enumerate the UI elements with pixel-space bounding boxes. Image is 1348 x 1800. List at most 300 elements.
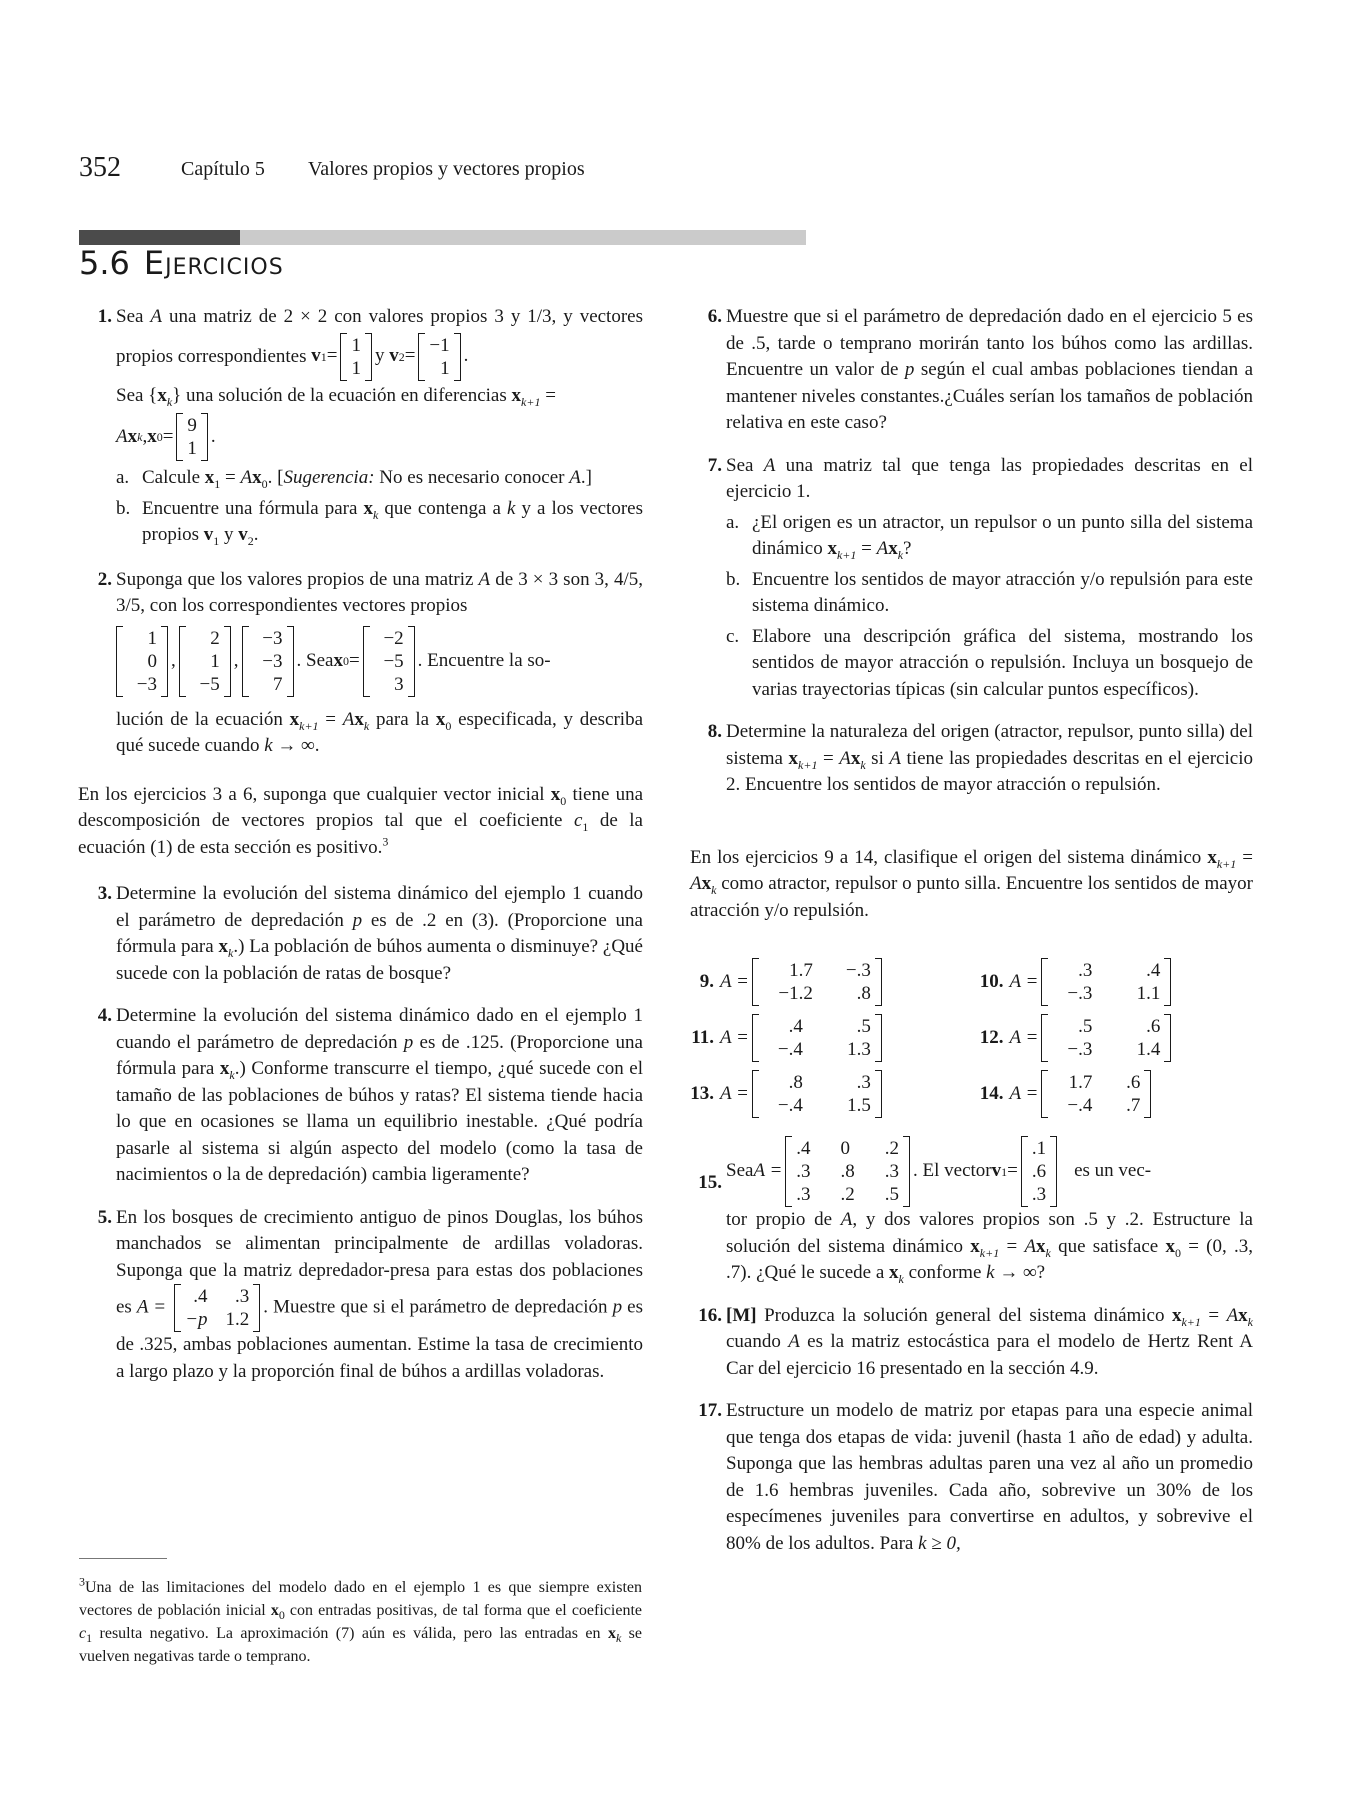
math-var: A xyxy=(876,538,889,559)
exercise-number: 3. xyxy=(97,883,112,904)
math-var: A = xyxy=(1009,970,1039,992)
subscript: 1 xyxy=(86,1631,93,1646)
math-var: v xyxy=(311,345,321,367)
section-title xyxy=(79,244,284,282)
exercise-number: 13. xyxy=(690,1082,714,1104)
cell: .2 xyxy=(840,1184,855,1205)
math-var: p xyxy=(904,359,915,380)
exercise-7a xyxy=(726,510,1253,563)
running-head xyxy=(79,152,585,184)
exercise-number: 4. xyxy=(97,1005,112,1026)
exercise-15-matrices: Sea A = .4 0 .2 .3 .8 .3 .3 .2 .5 . El vector v 1 = .1 .6 .3 es un vec- xyxy=(726,1138,1152,1205)
cell: −3 xyxy=(262,650,283,672)
section-number: 5.6 xyxy=(79,244,130,282)
exercise-7c xyxy=(726,624,1253,704)
cell: .1 xyxy=(1031,1138,1047,1159)
cell: .5 xyxy=(1078,1016,1093,1037)
subscript: k xyxy=(228,945,234,960)
text: .) Conforme transcurre el tiempo, ¿qué sucede con el tamaño de las poblaciones de búhos y ratas? El sistema tiende hacia lo que en ocasiones se llama un equilibrio inestable. ¿Qué podría pasarle al sistema si algún aspecto del modelo (como la tasa de nacimientos o la de depredación) cambia ligeramente? xyxy=(116,1058,643,1185)
cell: .3 xyxy=(1078,960,1093,981)
exercise-number: 17. xyxy=(698,1400,722,1421)
cell: .7 xyxy=(1126,1095,1141,1116)
math-var: A xyxy=(569,467,581,488)
cell: 1 xyxy=(187,438,197,459)
math-var: A xyxy=(763,454,776,476)
subscript: k xyxy=(372,507,379,522)
exercise-6 xyxy=(698,304,1253,437)
cell: .6 xyxy=(1146,1016,1161,1037)
subscript: k+1 xyxy=(1216,856,1237,871)
equals: = xyxy=(817,747,840,769)
vector-v2 xyxy=(418,333,460,381)
text: Suponga que los valores propios de una matriz xyxy=(116,568,479,590)
text: , y dos valores propios son .5 y .2. Estructure la solución del sistema dinámico xyxy=(726,1209,1253,1257)
text: .) La población de búhos aumenta o disminuye? ¿Qué sucede con la población de ratas de bosque? xyxy=(116,936,643,984)
subscript: 2 xyxy=(247,533,254,548)
math-var: x xyxy=(1171,1304,1182,1326)
math-var: x xyxy=(889,1262,899,1283)
cell: −p xyxy=(185,1309,208,1330)
text: ¿El origen es un atractor, un repulsor o un punto silla del sistema dinámico xyxy=(752,511,1253,559)
math-var: x xyxy=(1165,1235,1175,1257)
cell: .3 xyxy=(884,1161,900,1182)
cell: 1.5 xyxy=(847,1095,871,1116)
math-var: A = xyxy=(1009,1082,1039,1104)
math-var: x xyxy=(354,708,364,730)
subscript: k xyxy=(166,394,173,409)
text: si xyxy=(865,747,890,769)
exercise-number: 11. xyxy=(691,1026,714,1048)
exercise-number: 16. xyxy=(698,1304,722,1326)
subscript: k+1 xyxy=(521,394,541,409)
section-bar xyxy=(79,230,806,245)
subscript: k+1 xyxy=(798,757,818,772)
exercise-7 xyxy=(698,453,1253,704)
cell: 1 xyxy=(351,357,361,379)
math-var: A xyxy=(839,747,851,769)
text: con entradas positivas, de tal forma que el coeficiente xyxy=(284,1602,642,1619)
text: Encuentre una fórmula para xyxy=(142,497,364,519)
cell: −.3 xyxy=(1067,1039,1093,1060)
cell: −.3 xyxy=(1067,983,1093,1004)
text: Produzca la solución general del sistema dinámico xyxy=(756,1304,1172,1326)
exercise-12 xyxy=(964,1014,1254,1062)
math-var: A xyxy=(150,306,162,327)
equals: = xyxy=(348,649,360,671)
equals: = xyxy=(162,425,174,447)
sub-label: b. xyxy=(726,568,741,590)
vector-v1 xyxy=(340,333,372,381)
math-var: x xyxy=(333,649,343,671)
cell: .3 xyxy=(796,1184,811,1205)
text: Sea xyxy=(726,1160,754,1182)
text: . xyxy=(314,735,320,756)
text: tiene una descomposición de vectores propios tal que el coeficiente xyxy=(78,783,644,831)
math-var: x xyxy=(1238,1304,1248,1326)
math-var: A xyxy=(1226,1304,1239,1326)
math-var: x xyxy=(788,747,799,769)
cell: −2 xyxy=(383,627,404,649)
exercise-10 xyxy=(964,958,1254,1006)
exercise-number: 10. xyxy=(979,970,1004,992)
text: es un vec- xyxy=(1074,1160,1152,1182)
cell: 0 xyxy=(840,1138,851,1159)
text: . xyxy=(210,425,216,447)
text: resulta negativo. La aproximación (7) aún es válida, pero las entradas en xyxy=(92,1625,608,1642)
text: como atractor, repulsor o punto silla. Encuentre los sentidos de mayor atracción y/o repulsión. xyxy=(690,873,1253,921)
cell: .3 xyxy=(235,1286,250,1307)
subscript: 1 xyxy=(213,533,220,548)
subscript: 1 xyxy=(582,819,589,834)
text: que contenga a xyxy=(378,497,507,519)
subscript: k xyxy=(1045,1245,1051,1260)
math-var: k xyxy=(506,497,516,519)
cell: −5 xyxy=(199,673,220,695)
text: Calcule xyxy=(142,467,205,488)
math-var: x xyxy=(289,708,300,730)
cell: .4 xyxy=(193,1286,208,1307)
math-var: c xyxy=(79,1625,87,1642)
exercise-1b xyxy=(116,496,643,549)
math-var: A = xyxy=(1009,1026,1039,1048)
chapter-label: Capítulo 5 xyxy=(181,158,265,180)
math-var: x xyxy=(363,497,373,519)
exercise-15 xyxy=(698,1136,1253,1287)
math-var: x xyxy=(252,467,262,488)
text: ? xyxy=(903,538,912,559)
text: es de .125. (Proporcione una fórmula para xyxy=(116,1031,643,1079)
cell: .8 xyxy=(856,983,871,1004)
equals: = xyxy=(999,1235,1025,1257)
subscript: k xyxy=(711,882,717,897)
cell: −3 xyxy=(262,627,283,649)
equals: = xyxy=(540,384,556,406)
exercise-7b xyxy=(726,567,1253,620)
equals: = xyxy=(318,708,343,730)
math-var: x xyxy=(511,384,522,406)
exercise-16 xyxy=(698,1303,1253,1383)
cell: −3 xyxy=(136,673,157,695)
math-var: A xyxy=(240,467,253,488)
math-var: p xyxy=(612,1296,623,1318)
text: . xyxy=(463,345,469,367)
cell: .5 xyxy=(884,1184,900,1205)
text: y xyxy=(374,345,385,367)
cell: −5 xyxy=(383,650,404,672)
math-var: k ≥ 0, xyxy=(918,1532,961,1554)
intro-exercises-9-14 xyxy=(690,845,1253,925)
exercise-number: 2. xyxy=(97,568,112,590)
cell: 0 xyxy=(147,650,157,672)
math-var: A = xyxy=(753,1160,783,1182)
exercise-number: 15. xyxy=(698,1172,722,1193)
text: ? xyxy=(1036,1262,1046,1283)
exercise-13 xyxy=(674,1070,964,1118)
equals: = xyxy=(856,538,877,559)
subscript: k xyxy=(229,1067,235,1082)
text: tor propio de xyxy=(726,1209,841,1230)
text: , xyxy=(142,425,148,447)
subscript: k xyxy=(897,547,904,562)
text: . xyxy=(253,524,259,545)
cell: .3 xyxy=(856,1072,871,1093)
cell: 1.7 xyxy=(1068,1072,1093,1093)
text: para la xyxy=(369,708,436,730)
math-var: A xyxy=(478,568,491,590)
math-var: A = xyxy=(720,970,749,992)
text: . El vector xyxy=(913,1160,992,1182)
math-var: A xyxy=(342,708,355,730)
math-var: x xyxy=(157,384,167,406)
math-var: x xyxy=(850,747,861,769)
cell: 1 xyxy=(147,627,157,649)
sub-label: b. xyxy=(116,497,131,519)
text: Muestre que si el parámetro de depredación dado en el ejercicio 5 es de .5, tarde o temprano morirán tanto los búhos como las ardillas. Encuentre un valor de xyxy=(726,306,1253,380)
text: según el cual ambas poblaciones tiendan a mantener niveles constantes.¿Cuáles serían los tamaños de población relativa en este caso? xyxy=(726,359,1253,433)
text: En los bosques de crecimiento antiguo de pinos Douglas, los búhos manchados se alimentan principalmente de ardillas voladoras. Suponga que la matriz depredador-presa para estas dos poblaciones es xyxy=(116,1206,643,1318)
exercise-number: 14. xyxy=(979,1082,1004,1104)
exercise-number: 5. xyxy=(97,1206,112,1228)
math-var: p xyxy=(403,1031,414,1053)
math-var: A xyxy=(1024,1235,1037,1257)
cell: 1 xyxy=(440,357,450,379)
cell: .6 xyxy=(1126,1072,1141,1093)
math-var: x xyxy=(701,873,712,894)
cell: 3 xyxy=(394,673,404,695)
math-var: x xyxy=(1036,1235,1046,1257)
text: conforme xyxy=(903,1262,987,1283)
math-var: x xyxy=(435,708,446,730)
text: . Encuentre la so- xyxy=(417,649,551,671)
math-var: c xyxy=(573,810,583,831)
math-var: x xyxy=(888,538,898,559)
cell: −1 xyxy=(429,334,450,356)
cell: .3 xyxy=(1031,1184,1047,1205)
footnote-mark: 3 xyxy=(79,1574,85,1589)
text: , xyxy=(233,649,239,671)
exercise-17 xyxy=(698,1398,1253,1557)
sub-label: c. xyxy=(726,625,740,647)
subscript: 0 xyxy=(278,1608,285,1623)
math-var: A = xyxy=(136,1296,172,1318)
math-var: v xyxy=(389,345,399,367)
cell: 7 xyxy=(273,673,283,695)
subscript: 0 xyxy=(261,476,268,491)
math-var: x xyxy=(204,467,215,488)
exercise-number: 6. xyxy=(707,306,722,327)
text: se vuelven negativas tarde o temprano. xyxy=(79,1625,643,1665)
cell: 1.1 xyxy=(1136,983,1161,1004)
text: , xyxy=(171,649,176,671)
predator-prey-matrix xyxy=(174,1284,260,1332)
math-var: A = xyxy=(720,1026,749,1048)
cell: .4 xyxy=(788,1016,803,1037)
equals: = xyxy=(1007,1160,1018,1182)
exercise-number: 12. xyxy=(979,1026,1004,1048)
exercise-11 xyxy=(674,1014,964,1062)
section-bar-accent xyxy=(79,230,240,245)
footnote-mark[interactable]: 3 xyxy=(382,834,389,849)
subscript: k xyxy=(615,1631,622,1646)
eigvec-2 xyxy=(179,626,231,697)
subscript: k xyxy=(137,430,143,444)
subscript: k xyxy=(860,757,866,772)
text: una matriz de 2 × 2 con valores propios 3 y 1/3, y vectores propios correspondientes xyxy=(116,306,643,367)
math-var: x xyxy=(1207,846,1217,868)
vector-x0 xyxy=(363,626,415,697)
cell: −.4 xyxy=(777,1039,803,1060)
text: . [ xyxy=(267,467,284,488)
sub-label: a. xyxy=(726,511,740,533)
text: es de .325, ambas poblaciones aumentan. Estime la tasa de crecimiento a largo plazo y la proporción final de búhos a ardillas voladoras. xyxy=(116,1296,643,1382)
text: lución de la ecuación xyxy=(116,708,290,730)
cell: 1.4 xyxy=(1136,1039,1161,1060)
text: de la ecuación (1) de esta sección es positivo. xyxy=(78,810,643,858)
math-var: A = xyxy=(720,1082,749,1104)
math-var: A xyxy=(116,425,128,447)
cell: .2 xyxy=(884,1138,900,1159)
equals: = xyxy=(326,345,338,367)
math-var: A xyxy=(840,1209,853,1230)
exercise-1 xyxy=(88,304,643,549)
text: Elabore una descripción gráfica del sistema, mostrando los sentidos de mayor atracción o repulsión. Incluya un bosquejo de varias trayectorias típicas (sin calcular puntos específicos). xyxy=(752,625,1253,700)
cell: 1.7 xyxy=(789,960,813,981)
text: Determine la evolución del sistema dinámico dado en el ejemplo 1 cuando el parámetro de depredación xyxy=(116,1005,643,1053)
exercise-2-vectors: 1 0 −3 , 2 1 −5 , −3 −3 7 . Sea x 0 = −2 −5 3 . Encuentre la so- xyxy=(116,626,643,697)
exercise-1-line3 xyxy=(116,383,643,410)
cell: .4 xyxy=(796,1138,811,1159)
equals: = xyxy=(220,467,241,488)
exercise-3 xyxy=(88,881,643,987)
text: Sea { xyxy=(116,384,158,406)
equals: = xyxy=(404,345,416,367)
sub-label: a. xyxy=(116,467,130,488)
matrix-A xyxy=(785,1136,910,1207)
subscript: k xyxy=(363,718,370,733)
cell: .5 xyxy=(856,1016,871,1037)
subscript: 0 xyxy=(445,718,452,733)
subscript: k+1 xyxy=(299,718,319,733)
cell: 9 xyxy=(187,415,197,436)
text: En los ejercicios 3 a 6, suponga que cualquier vector inicial xyxy=(78,783,551,805)
exercise-number: 8. xyxy=(707,721,722,742)
math-var: A xyxy=(889,747,901,769)
exercise-1a xyxy=(116,465,643,492)
math-var: x xyxy=(147,425,157,447)
right-column xyxy=(690,304,1254,1569)
subscript: k xyxy=(1247,1314,1253,1329)
matrix xyxy=(1041,1014,1171,1062)
cell: 1 xyxy=(210,650,220,672)
exercise-9 xyxy=(674,958,964,1006)
footnote-rule xyxy=(79,1558,167,1559)
cell: .8 xyxy=(840,1161,855,1182)
math-var: x xyxy=(607,1625,616,1642)
text: No es necesario conocer xyxy=(374,467,570,488)
math-var: x xyxy=(219,1058,230,1079)
cell: −.4 xyxy=(1067,1095,1093,1116)
text: Sea xyxy=(116,306,151,327)
cell: .3 xyxy=(796,1161,811,1182)
math-var: x xyxy=(970,1235,980,1257)
math-var: v xyxy=(203,524,214,545)
section-name: Ejercicios xyxy=(143,244,284,282)
subscript: k xyxy=(898,1271,904,1286)
text: . Sea xyxy=(296,649,334,671)
text: de 3 × 3 son 3, 4/5, 3/5, con los correspondientes vectores propios xyxy=(116,568,644,616)
math-var: x xyxy=(218,936,229,957)
subscript: k+1 xyxy=(1181,1314,1201,1329)
eigvec-3 xyxy=(242,626,294,697)
matrix xyxy=(1041,1070,1151,1118)
math-var: x xyxy=(270,1602,279,1619)
text: es la matriz estocástica para el modelo de Hertz Rent A Car del ejercicio 16 presentado en la sección 4.9. xyxy=(726,1331,1253,1379)
text: .] xyxy=(580,467,592,488)
text: y a los vectores propios xyxy=(142,497,643,545)
text: cuando xyxy=(726,1331,789,1352)
matrix-exercises-9-14 xyxy=(674,958,1253,1118)
cell: 1 xyxy=(351,334,361,356)
text: Encuentre los sentidos de mayor atracción y/o repulsión para este sistema dinámico. xyxy=(752,568,1253,616)
text: Estructure un modelo de matriz por etapas para una especie animal que tenga dos etapas de vida: juvenil (hasta 1 año de edad) y adulta. Suponga que las hembras adultas paren una vez al año un promedio de 1.6 hembras juveniles. Cada año, sobrevive un 30% de los especímenes juveniles para convertirse en adultos, y sobrevive el 80% de los adultos. Para xyxy=(726,1400,1253,1554)
exercise-number: 7. xyxy=(707,454,722,476)
equals: = xyxy=(1200,1304,1227,1326)
eigvec-1 xyxy=(116,626,168,697)
subscript: 1 xyxy=(214,476,221,491)
intro-exercises-3-6 xyxy=(78,782,643,862)
equals: = xyxy=(1236,846,1254,868)
cell: 2 xyxy=(210,627,220,649)
matrix xyxy=(752,1014,882,1062)
hint: Sugerencia: xyxy=(283,467,375,488)
exercise-number: 9. xyxy=(699,970,714,992)
math-var: x xyxy=(550,783,561,805)
chapter-title: Valores propios y vectores propios xyxy=(308,158,585,180)
text: Sea xyxy=(726,454,764,476)
cell: −1.2 xyxy=(778,983,813,1004)
exercise-number: 1. xyxy=(97,306,112,327)
text: que satisface xyxy=(1050,1235,1166,1257)
math-limit: k → ∞ xyxy=(264,735,315,756)
cell: −.4 xyxy=(777,1095,803,1116)
subscript: k+1 xyxy=(836,547,857,562)
text: Una de las limitaciones del modelo dado en el ejemplo 1 es que siempre existen vectores de población inicial xyxy=(79,1579,642,1619)
text: = (0, .3, .7). ¿Qué le sucede a xyxy=(726,1235,1254,1283)
text: es de .2 en (3). (Proporcione una fórmula para xyxy=(116,909,643,957)
text: } una solución de la ecuación en diferencias xyxy=(172,384,512,406)
matlab-tag: [M] xyxy=(726,1304,757,1326)
exercise-14 xyxy=(964,1070,1254,1118)
text: y xyxy=(219,524,239,545)
math-var: v xyxy=(991,1160,1002,1182)
subscript: 0 xyxy=(1174,1245,1181,1260)
cell: .6 xyxy=(1031,1161,1047,1182)
footnote-3 xyxy=(79,1576,642,1668)
math-var: A xyxy=(690,873,702,894)
math-limit: k → ∞ xyxy=(986,1262,1037,1283)
exercise-5 xyxy=(88,1205,643,1386)
math-var: v xyxy=(238,524,248,545)
cell: .4 xyxy=(1146,960,1161,981)
subscript: 0 xyxy=(560,793,567,808)
text: Determine la evolución del sistema dinámico del ejemplo 1 cuando el parámetro de depredación xyxy=(116,883,643,931)
exercise-2 xyxy=(88,567,643,760)
text: una matriz tal que tenga las propiedades descritas en el ejercicio 1. xyxy=(726,454,1253,502)
text: En los ejercicios 9 a 14, clasifique el origen del sistema dinámico xyxy=(690,846,1208,868)
text: especificada, y describa qué sucede cuando xyxy=(116,708,643,756)
math-var: x xyxy=(827,538,837,559)
matrix xyxy=(752,958,882,1006)
